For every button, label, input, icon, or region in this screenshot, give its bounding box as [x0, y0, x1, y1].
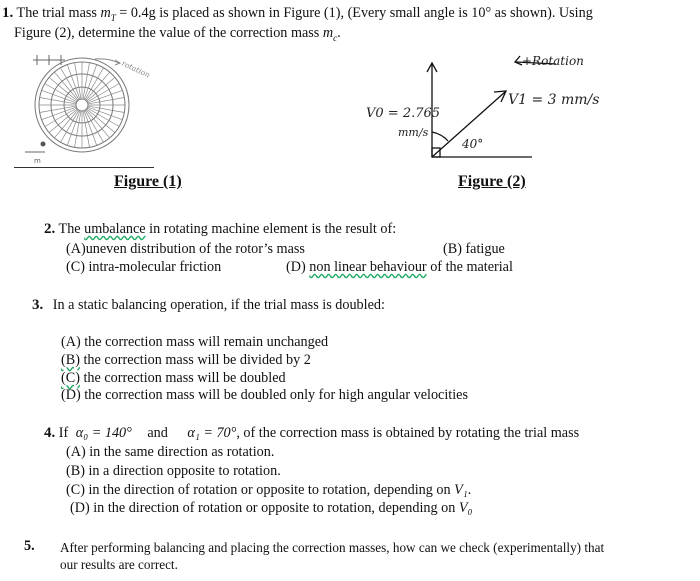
alpha0-value: α₀ = 140°: [75, 425, 132, 441]
mc-symbol: m: [322, 25, 334, 41]
q2-stem-word: umbalance: [84, 221, 146, 237]
q2-d-marked: non linear behaviour: [309, 259, 427, 275]
figure-divider: [14, 167, 154, 168]
q2-option-a: (A)uneven distribution of the rotor’s mass: [66, 241, 305, 257]
q2-option-c: (C) intra-molecular friction: [66, 259, 222, 275]
q2-option-d: [286, 259, 513, 276]
v0-unit: mm/s: [398, 126, 429, 139]
figure-2-caption: Figure (2): [458, 173, 526, 190]
q2-number: 2.: [44, 221, 56, 237]
q3-stem: [32, 297, 385, 314]
q1-line-2-end: .: [337, 25, 341, 41]
q3-stem-text: In a static balancing operation, if the trial mass is doubled:: [52, 297, 385, 313]
q3-option-b: [61, 352, 311, 369]
q4-c-end: .: [467, 482, 472, 498]
q1-line-1: [2, 5, 593, 27]
q1-text-b: is placed as shown in Figure (1), (Every small angle is 10° as shown). Using: [159, 5, 593, 21]
q3-c-text: the correction mass will be doubled: [83, 370, 286, 386]
q5-line-1: After performing balancing and placing the correction masses, how can we check (experimentally) that: [60, 540, 605, 555]
fig1-rotation-note: rotation: [120, 58, 152, 80]
q4-option-c: [66, 482, 471, 499]
q3-number: 3.: [32, 297, 44, 313]
q4-if: If: [58, 425, 69, 441]
q3-c-prefix: (C): [61, 370, 80, 386]
q4-c-var: V₁: [454, 482, 468, 498]
rotation-label: +Rotation: [522, 54, 584, 68]
q3-b-text: the correction mass will be divided by 2: [83, 352, 311, 368]
q4-c-text: (C) in the direction of rotation or opposite to rotation, depending on: [66, 482, 451, 498]
v0-label: V0 = 2.765: [366, 106, 441, 121]
q2-stem: [44, 221, 396, 238]
q3-option-c: [61, 370, 286, 387]
q2-d-prefix: (D): [286, 259, 306, 275]
q2-d-suffix: of the material: [430, 259, 513, 275]
q2-stem-b: in rotating machine element is the result of:: [149, 221, 397, 237]
q4-d-var: V₀: [458, 500, 473, 516]
q5-number: 5.: [24, 538, 35, 554]
q3-b-prefix: (B): [61, 352, 80, 368]
trial-mass-mark: [41, 142, 46, 147]
alpha1-value: α₁ = 70°,: [187, 425, 240, 441]
angle-label: 40°: [462, 137, 484, 151]
q4-and: and: [147, 425, 168, 441]
q2-option-b: (B) fatigue: [443, 241, 505, 257]
q2-stem-a: The: [58, 221, 81, 237]
q1-number: 1.: [2, 5, 14, 21]
q1-text-a: The trial mass: [16, 5, 97, 21]
mt-subscript: T: [110, 12, 116, 23]
mc-subscript: c: [333, 32, 338, 43]
q4-d-text: (D) in the direction of rotation or opposite to rotation, depending on: [70, 500, 456, 516]
mt-value: = 0.4g: [119, 5, 156, 21]
q4-number: 4.: [44, 425, 56, 441]
trial-mass-label: m: [34, 157, 41, 165]
q3-option-a: (A) the correction mass will remain unchanged: [61, 334, 329, 350]
q4-option-b: (B) in a direction opposite to rotation.: [66, 463, 281, 479]
q5-line-2: our results are correct.: [60, 557, 178, 572]
figure-1-rotor: [25, 55, 165, 170]
mt-symbol: m: [100, 5, 111, 21]
q1-line-2: [14, 25, 341, 47]
q4-option-d: [70, 500, 473, 517]
q4-stem: [44, 425, 579, 442]
v1-label: V1 = 3 mm/s: [508, 92, 600, 108]
figure-1-caption: Figure (1): [114, 173, 182, 190]
q4-stem-rest: of the correction mass is obtained by rotating the trial mass: [243, 425, 580, 441]
q3-option-d: (D) the correction mass will be doubled only for high angular velocities: [61, 387, 468, 403]
q4-option-a: (A) in the same direction as rotation.: [66, 444, 275, 460]
q1-text-c: Figure (2), determine the value of the correction mass: [14, 25, 320, 41]
